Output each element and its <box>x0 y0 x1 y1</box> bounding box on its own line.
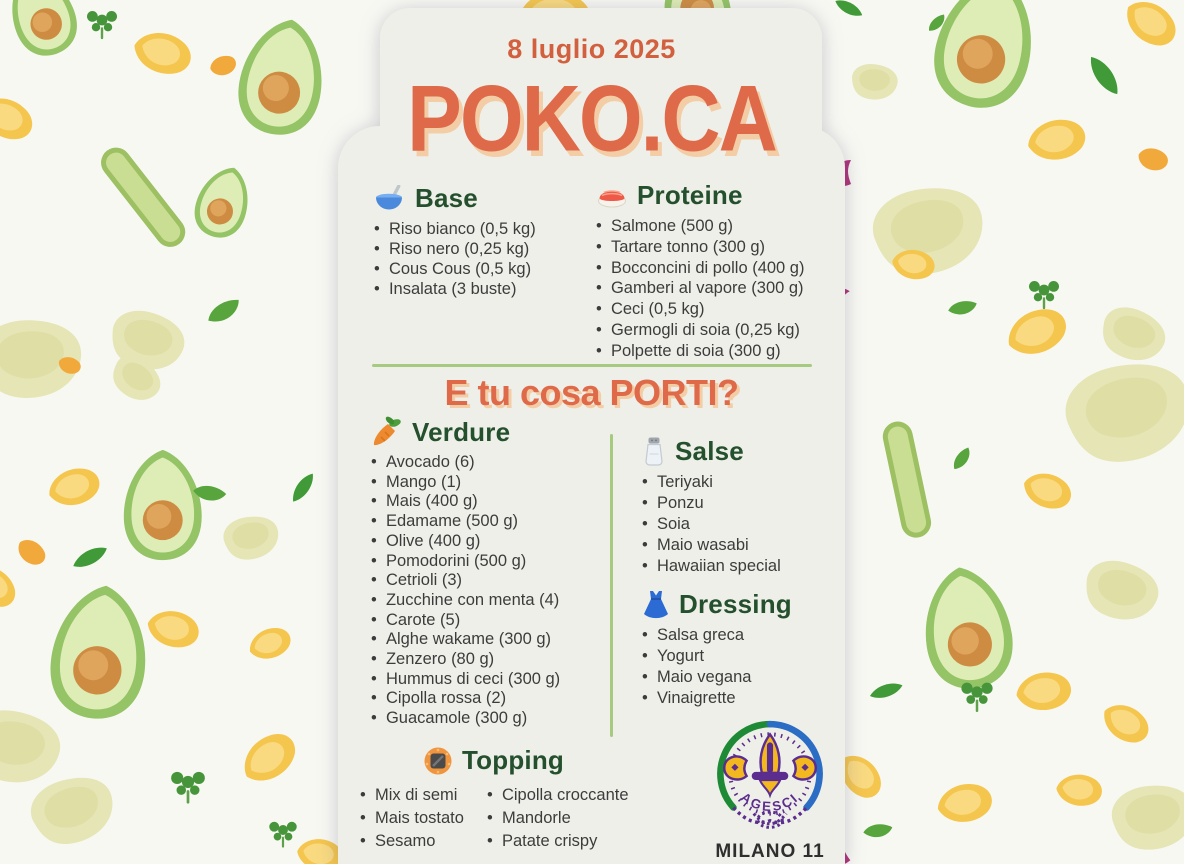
section-verdure <box>371 416 560 729</box>
list-item: • Ponzu <box>642 493 781 514</box>
list-item: • Zucchine con menta (4) <box>371 591 560 611</box>
poster-subtitle: E tu cosa PORTI? <box>444 372 739 413</box>
list-item: • Hawaiian special <box>642 556 781 577</box>
list-item: • Soia <box>642 514 781 535</box>
rice-cracker-icon <box>423 746 453 776</box>
list-item: • Edamame (500 g) <box>371 512 560 532</box>
list-item: • Maio vegana <box>642 667 792 688</box>
section-title: Base <box>415 183 478 213</box>
horizontal-divider <box>372 364 812 367</box>
list-item: • Insalata (3 buste) <box>374 279 536 299</box>
list-item: • Mix di semi <box>360 784 477 807</box>
list-item: • Teriyaki <box>642 472 781 493</box>
section-title: Salse <box>675 436 744 466</box>
section-title: Proteine <box>637 180 743 210</box>
list-item: • Riso bianco (0,5 kg) <box>374 219 536 239</box>
list-item: • Maio wasabi <box>642 535 781 556</box>
section-title: Topping <box>462 745 564 775</box>
list-item: • Bocconcini di pollo (400 g) <box>596 258 804 279</box>
list-item: • Mango (1) <box>371 473 560 493</box>
list-item: • Alghe wakame (300 g) <box>371 630 560 650</box>
list-item: • Mandorle <box>487 807 629 830</box>
list-item: • Germogli di soia (0,25 kg) <box>596 320 804 341</box>
salt-shaker-icon <box>642 437 666 467</box>
list-item: • Cetrioli (3) <box>371 571 560 591</box>
list-item: • Yogurt <box>642 646 792 667</box>
list-item: • Patate crispy <box>487 830 629 853</box>
logo-group-name: MILANO 11 <box>715 841 825 862</box>
dress-icon <box>642 590 670 620</box>
list-item: • Ceci (0,5 kg) <box>596 299 804 320</box>
list-item: • Vinaigrette <box>642 688 792 709</box>
list-item: • Mais tostato <box>360 807 477 830</box>
list-item: • Gamberi al vapore (300 g) <box>596 278 804 299</box>
poster-title: POKO.CA <box>407 67 776 171</box>
agesci-logo-badge <box>709 718 831 836</box>
section-title: Dressing <box>679 589 792 619</box>
list-item: • Zenzero (80 g) <box>371 650 560 670</box>
list-item: • Cous Cous (0,5 kg) <box>374 259 536 279</box>
list-item: • Olive (400 g) <box>371 532 560 552</box>
agesci-logo <box>706 718 834 863</box>
section-title: Verdure <box>412 416 511 447</box>
list-item: • Avocado (6) <box>371 453 560 473</box>
list-item: • Hummus di ceci (300 g) <box>371 670 560 690</box>
list-item: • Cipolla rossa (2) <box>371 689 560 709</box>
list-item: • Riso nero (0,25 kg) <box>374 239 536 259</box>
bowl-icon <box>374 185 406 212</box>
list-item: • Polpette di soia (300 g) <box>596 341 804 362</box>
list-item: • Mais (400 g) <box>371 492 560 512</box>
list-item: • Tartare tonno (300 g) <box>596 237 804 258</box>
list-item: • Sesamo <box>360 830 477 853</box>
list-item: • Guacamole (300 g) <box>371 709 560 729</box>
carrot-icon <box>371 416 403 448</box>
event-date: 8 luglio 2025 <box>507 34 676 64</box>
section-base <box>374 183 536 299</box>
section-salse <box>642 436 781 577</box>
list-item: • Cipolla croccante <box>487 784 629 807</box>
section-topping <box>360 745 629 853</box>
sushi-icon <box>596 184 628 208</box>
list-item: • Carote (5) <box>371 611 560 631</box>
list-item: • Salsa greca <box>642 625 792 646</box>
section-dressing <box>642 589 792 709</box>
section-proteine <box>596 180 804 362</box>
list-item: • Salmone (500 g) <box>596 216 804 237</box>
list-item: • Pomodorini (500 g) <box>371 552 560 572</box>
agesci-logo-text: AGESCI <box>738 789 802 815</box>
vertical-divider <box>610 434 613 737</box>
